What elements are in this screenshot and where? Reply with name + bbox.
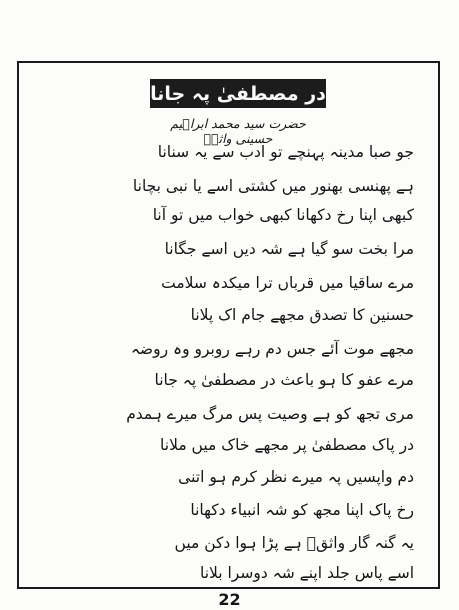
verse-line: مرے ساقیا میں قرباں ترا میکدہ سلامت bbox=[161, 274, 414, 292]
verse-line: دم واپسیں پہ میرے نظر کرم ہو اتنی bbox=[178, 468, 414, 486]
verse-line: مری تجھ کو ہے وصیت پس مرگ میرے ہمدم bbox=[126, 405, 414, 423]
verse-line: یہ گنہ گار واثقؔ ہے پڑا ہوا دکن میں bbox=[174, 534, 414, 552]
verse-line: مرے عفو کا ہو باعث در مصطفیٰ پہ جانا bbox=[154, 371, 414, 389]
verse-line: جو صبا مدینہ پہنچے تو ادب سے یہ سنانا bbox=[157, 143, 414, 161]
verse-line: در پاک مصطفیٰ پر مجھے خاک میں ملانا bbox=[160, 436, 414, 454]
verse-line: اسے پاس جلد اپنے شہ دوسرا بلانا bbox=[199, 564, 414, 582]
verse-line: رخ پاک اپنا مجھ کو شہ انبیاء دکھانا bbox=[190, 501, 414, 519]
verse-line: حسنین کا تصدق مجھے جام اک پلانا bbox=[190, 306, 414, 324]
poem-title: در مصطفیٰ پہ جانا bbox=[150, 79, 326, 108]
verse-line: ہے پھنسی بھنور میں کشتی اسے یا نبی بچانا bbox=[132, 177, 414, 195]
verse-line: مرا بخت سو گیا ہے شہ دیں اسے جگانا bbox=[164, 240, 414, 258]
page-number: 22 bbox=[218, 590, 241, 609]
poem-author: حضرت سید محمد ابراہیم حسینی واثقؔ bbox=[170, 116, 306, 146]
verse-line: مجھے موت آئے جس دم رہے روبرو وہ روضہ bbox=[130, 340, 414, 358]
verse-line: کبھی اپنا رخ دکھانا کبھی خواب میں تو آنا bbox=[152, 206, 414, 224]
